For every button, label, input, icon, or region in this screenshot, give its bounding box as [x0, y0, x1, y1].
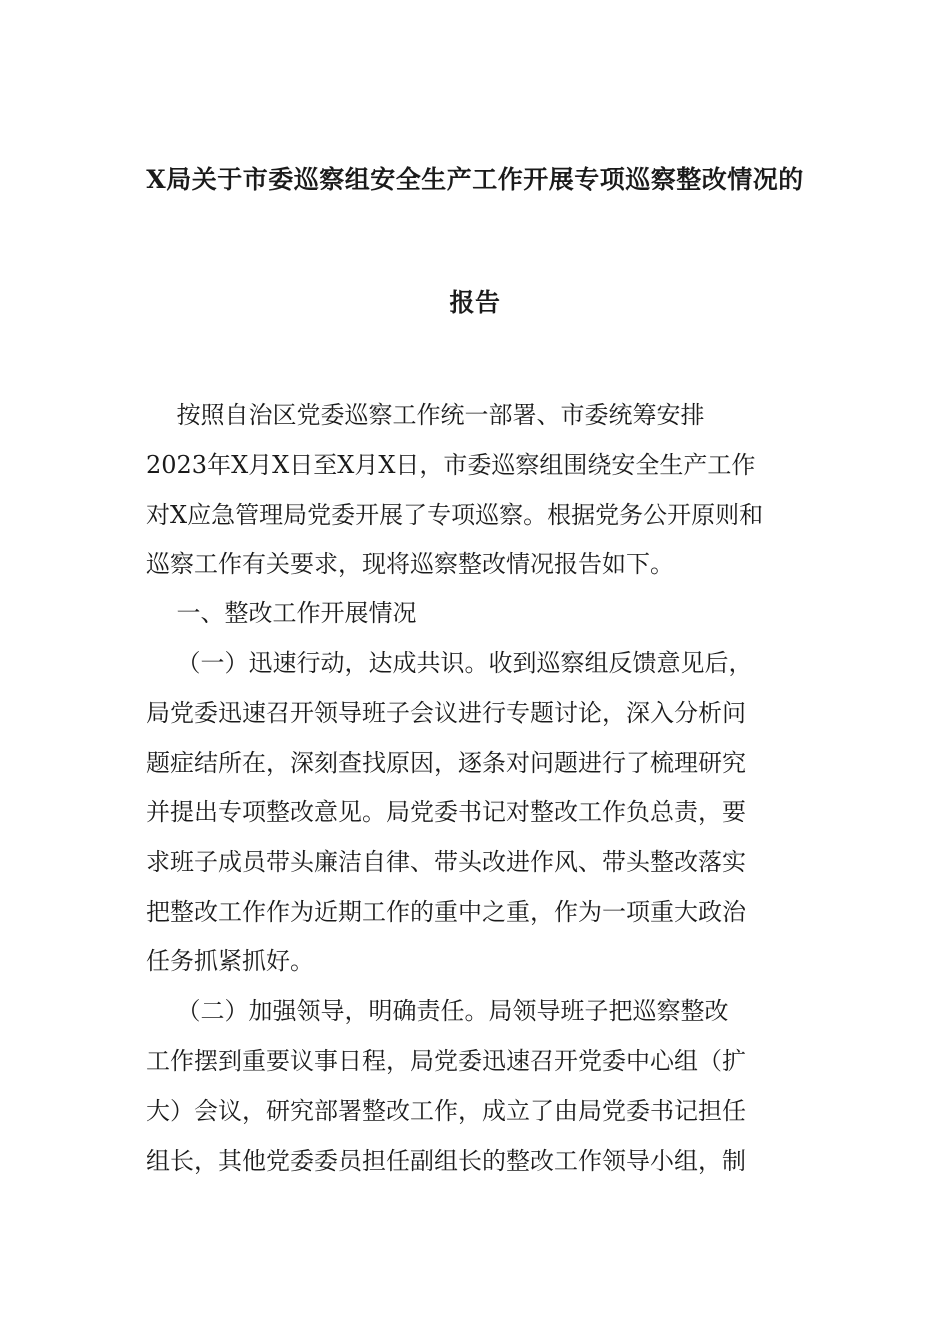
body-line: 工作摆到重要议事日程，局党委迅速召开党委中心组（扩	[146, 1047, 746, 1075]
document-title-line-1: X局关于市委巡察组安全生产工作开展专项巡察整改情况的	[146, 165, 804, 194]
body-line: 大）会议，研究部署整改工作，成立了由局党委书记担任	[146, 1097, 746, 1125]
body-line: 并提出专项整改意见。局党委书记对整改工作负总责，要	[146, 798, 746, 826]
section-heading: 一、整改工作开展情况	[146, 599, 417, 627]
body-line: 组长，其他党委委员担任副组长的整改工作领导小组，制	[146, 1147, 746, 1175]
body-line: （二）加强领导，明确责任。局领导班子把巡察整改	[146, 997, 729, 1025]
body-line: 2023年X月X日至X月X日，市委巡察组围绕安全生产工作	[146, 451, 756, 479]
body-line: 按照自治区党委巡察工作统一部署、市委统筹安排	[146, 401, 705, 429]
body-line: 对X应急管理局党委开展了专项巡察。根据党务公开原则和	[146, 501, 764, 529]
document-title-line-2: 报告	[449, 288, 501, 317]
body-line: 任务抓紧抓好。	[146, 947, 314, 975]
body-line: （一）迅速行动，达成共识。收到巡察组反馈意见后，	[146, 649, 753, 677]
body-line: 把整改工作作为近期工作的重中之重，作为一项重大政治	[146, 898, 746, 926]
body-line: 巡察工作有关要求，现将巡察整改情况报告如下。	[146, 550, 674, 578]
body-line: 局党委迅速召开领导班子会议进行专题讨论，深入分析问	[146, 699, 746, 727]
body-line: 求班子成员带头廉洁自律、带头改进作风、带头整改落实	[146, 848, 746, 876]
body-line: 题症结所在，深刻查找原因，逐条对问题进行了梳理研究	[146, 749, 746, 777]
